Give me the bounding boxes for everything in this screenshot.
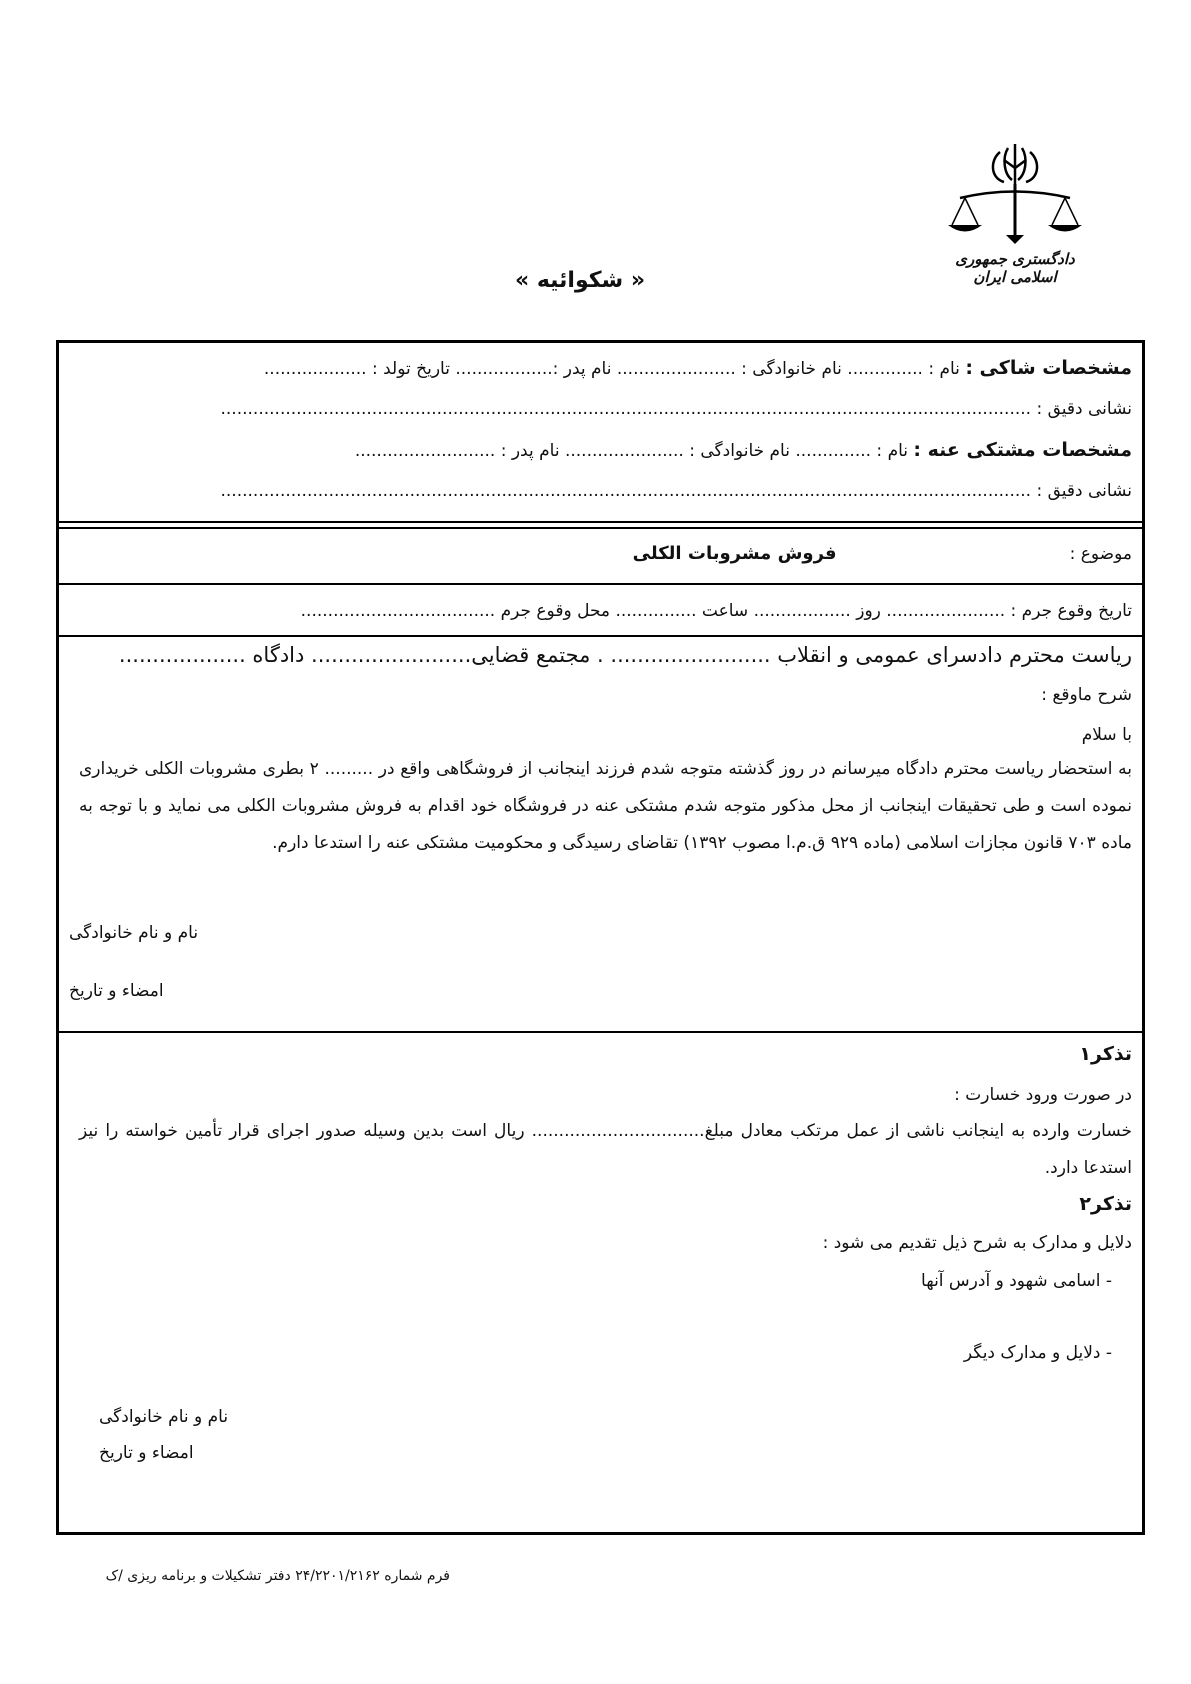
defendant-row xyxy=(69,439,1132,461)
incident-row: تاریخ وقوع جرم : ...................... روز .................. ساعت ............... محل وقوع جرم .................................... xyxy=(300,601,1132,621)
addressee-line: ریاست محترم دادسرای عمومی و انقلاب ........................ . مجتمع قضایی........................ دادگاه ................... xyxy=(118,643,1132,667)
note2-intro: دلایل و مدارک به شرح ذیل تقدیم می شود : xyxy=(822,1233,1132,1253)
court-name: دادگستری جمهوری اسلامی ایران xyxy=(955,250,1075,286)
divider xyxy=(59,583,1142,585)
note1-heading: تذکر۱ xyxy=(1079,1043,1132,1065)
evidence-item: - دلایل و مدارک دیگر xyxy=(963,1343,1112,1363)
complainant-fields: نام : .............. نام خانوادگی : ...................... نام پدر :.................. تاریخ تولد : ................... xyxy=(263,359,960,379)
form-number: فرم شماره ۲۴/۲۲۰۱/۲۱۶۲ دفتر تشکیلات و برنامه ریزی /ک xyxy=(105,1568,450,1584)
complainant-address: نشانی دقیق : ...................................................................................................................................................... xyxy=(220,399,1132,419)
divider xyxy=(59,527,1142,529)
subject-value: فروش مشروبات الکلی xyxy=(632,543,837,564)
complainant-signature-label: امضاء و تاریخ xyxy=(69,981,164,1001)
complaint-form xyxy=(56,340,1145,1535)
complainant-label: مشخصات شاکی : xyxy=(965,357,1132,379)
divider xyxy=(59,1031,1142,1033)
divider xyxy=(59,635,1142,637)
defendant-label: مشخصات مشتکی عنه : xyxy=(913,439,1132,461)
form-title: « شکوائیه » xyxy=(514,268,646,293)
complainant-name-label: نام و نام خانوادگی xyxy=(69,923,199,943)
greeting: با سلام xyxy=(1081,725,1132,745)
note2-signature-label: امضاء و تاریخ xyxy=(99,1443,194,1463)
complainant-row xyxy=(69,357,1132,379)
defendant-address: نشانی دقیق : ...................................................................................................................................................... xyxy=(220,481,1132,501)
description-body: به استحضار ریاست محترم دادگاه میرسانم در روز گذشته متوجه شدم فرزند اینجانب از فروشگاهی واقع در ......... ۲ بطری مشروبات الکلی خریداری نموده است و طی تحقیقات اینجانب از محل مذکور متوجه شدم مشتکی عنه در فروشگاه خود اقدام به فروش مشروبات الکلی می نماید و با توجه به ماده ۷۰۳ قانون مجازات اسلامی (ماده ۹۲۹ ق.م.ا مصوب ۱۳۹۲) تقاضای رسیدگی و محکومیت مشتکی عنه را استدعا دارم. xyxy=(79,759,1133,853)
defendant-fields: نام : .............. نام خانوادگی : ...................... نام پدر : .......................... xyxy=(354,441,909,461)
description-heading: شرح ماوقع : xyxy=(1041,685,1132,705)
note1-condition: در صورت ورود خسارت : xyxy=(954,1085,1132,1105)
evidence-item: - اسامی شهود و آدرس آنها xyxy=(921,1271,1112,1291)
note2-heading: تذکر۲ xyxy=(1079,1193,1132,1215)
divider xyxy=(59,521,1142,523)
note1-body: خسارت وارده به اینجانب ناشی از عمل مرتکب معادل مبلغ................................ ریال است بدین وسیله صدور اجرای قرار تأمین خواسته را نیز استدعا دارد. xyxy=(79,1121,1132,1178)
subject-row xyxy=(69,543,1132,564)
subject-label: موضوع : xyxy=(1069,544,1132,564)
note2-name-label: نام و نام خانوادگی xyxy=(99,1407,229,1427)
